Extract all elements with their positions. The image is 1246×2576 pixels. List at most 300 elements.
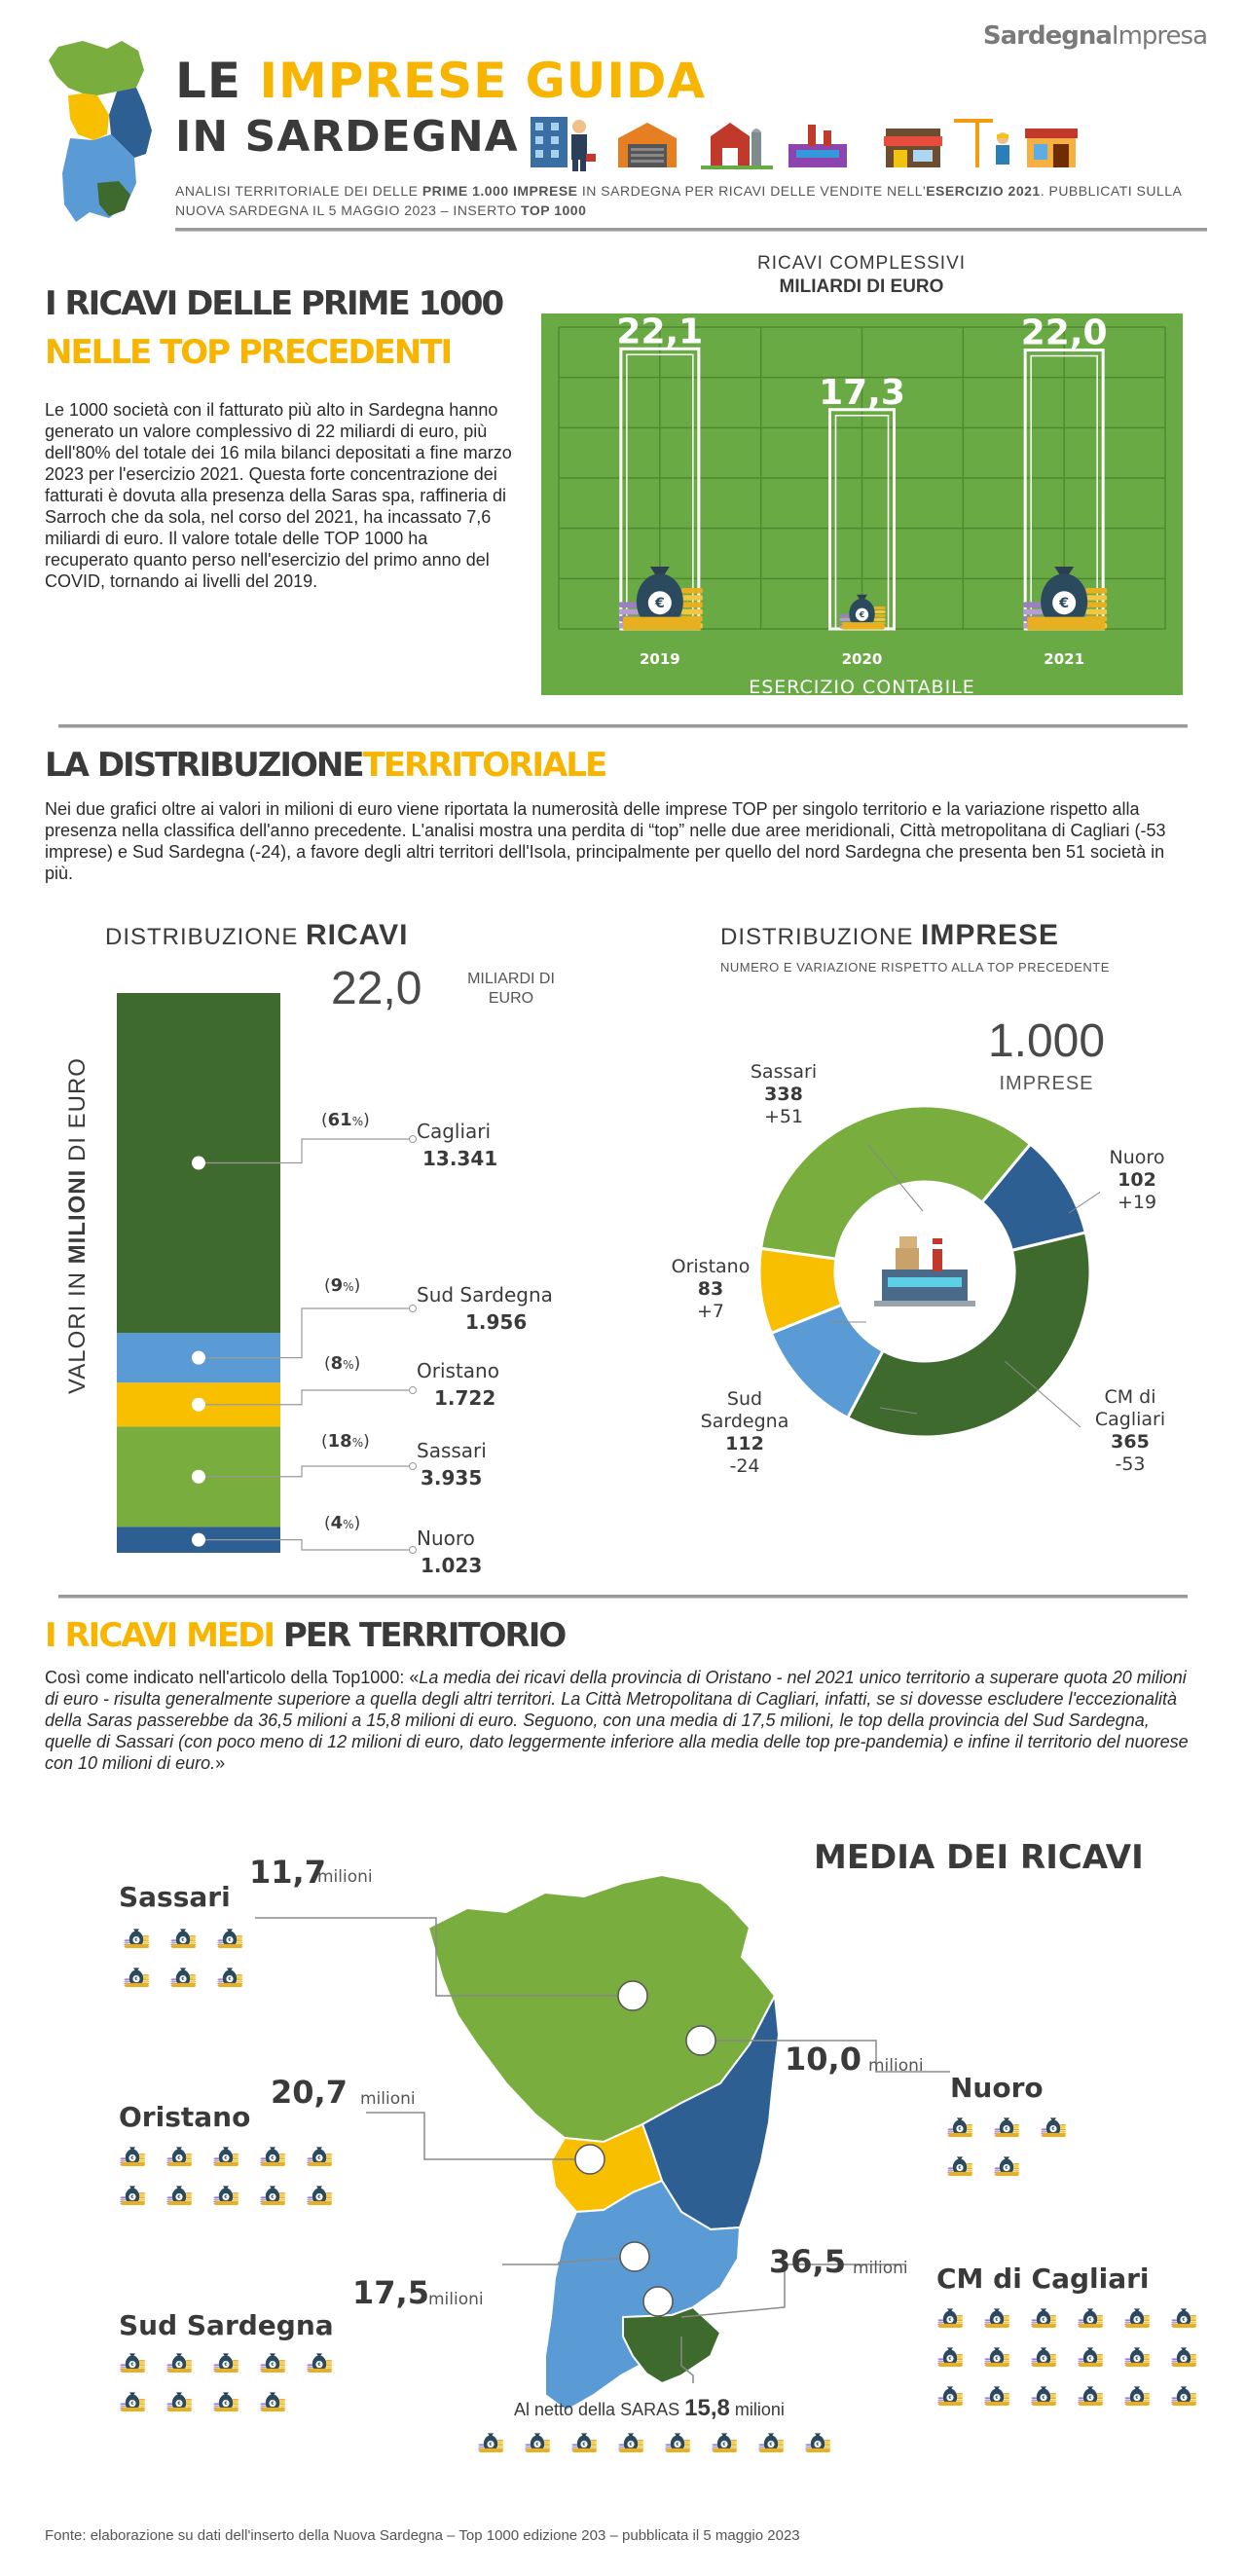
svg-text:€: € <box>676 2443 679 2447</box>
donut-label-oristano <box>662 1256 759 1323</box>
money-bag-icon <box>1118 2381 1156 2412</box>
svg-text:€: € <box>948 2357 952 2362</box>
dl-sassari-name: Sassari <box>750 1061 818 1083</box>
money-bag-icon <box>160 2348 199 2379</box>
dl-oristano-name: Oristano <box>671 1256 751 1277</box>
avg-cagliari-unit: milioni <box>853 2259 908 2278</box>
label-nuoro: Nuoro <box>417 1527 475 1550</box>
brand-part2: Impresa <box>1111 21 1207 51</box>
money-bag-icon <box>300 2181 339 2212</box>
money-bag-icon <box>665 2433 690 2452</box>
svg-text:€: € <box>1088 2396 1092 2401</box>
money-bag-icon <box>1171 2308 1196 2328</box>
saras-value: 15,8 <box>684 2395 730 2421</box>
avg-sassari-value: 11,7 <box>249 1854 326 1891</box>
money-bag-icon <box>525 2433 550 2452</box>
money-bag-icon <box>1031 2347 1056 2367</box>
money-bag-icon <box>260 2147 285 2166</box>
section3-title-a: I RICAVI MEDI <box>45 1616 275 1655</box>
svg-text:€: € <box>130 2156 134 2161</box>
distribuzione-imprese-title <box>720 919 1059 952</box>
stack-point <box>192 1351 205 1365</box>
money-bag-icon <box>984 2386 1009 2406</box>
di-total-unit: IMPRESE <box>999 1073 1094 1094</box>
money-bag-icon <box>987 2113 1026 2144</box>
svg-text:€: € <box>1051 2127 1055 2132</box>
money-bag-icon <box>217 1929 242 1948</box>
money-bag-icon <box>213 2147 238 2166</box>
money-bag-icon <box>1034 2113 1073 2144</box>
value-oristano: 1.722 <box>434 1386 496 1410</box>
money-bag-icon <box>1024 2381 1063 2412</box>
stack-point <box>192 1533 205 1547</box>
svg-text:€: € <box>177 2156 181 2161</box>
section1-title-line1: I RICAVI DELLE PRIME 1000 <box>45 284 503 323</box>
pct-nuoro-val: 4 <box>330 1513 344 1533</box>
money-bag-icon <box>217 1968 242 1987</box>
money-bag-icon <box>1041 2117 1066 2137</box>
svg-text:€: € <box>228 1938 232 1943</box>
di-title-b: IMPRESE <box>921 919 1060 951</box>
money-bag-icon <box>210 1963 249 1994</box>
svg-text:€: € <box>582 2443 586 2447</box>
money-bag-icon <box>940 2152 979 2183</box>
svg-text:€: € <box>1059 596 1070 611</box>
dl-oristano-change: +7 <box>696 1301 724 1322</box>
header-subtitle <box>175 181 1207 220</box>
money-bag-icon <box>1071 2381 1110 2412</box>
money-bag-icon <box>166 2392 192 2411</box>
svg-text:€: € <box>134 1938 138 1943</box>
svg-text:€: € <box>1005 2166 1008 2171</box>
money-bag-icon <box>164 1924 202 1955</box>
svg-text:€: € <box>1042 2396 1045 2401</box>
avg-oristano-value: 20,7 <box>271 2074 348 2111</box>
dr-ylabel-b: MILIONI <box>64 1168 91 1265</box>
money-bag-icon <box>712 2433 737 2452</box>
section1-text: Le 1000 società con il fatturato più alto in Sardegna hanno generato un valore complessivo di 22 miliardi di euro, più dell'80% del totale dei 16 mila bilanci depositati a fine marzo 2023 per l'esercizio 2021. Questa forte concentrazione dei fatturati è dovuta alla presenza della Saras spa, raffineria di Sarroch che da sola, nel corso del 2021, ha incassato 7,6 miliardi di euro. Il valore totale delle TOP 1000 ha recuperato quanto perso nell'esercizio del primo anno del COVID, tornando ai livelli del 2019. <box>45 400 512 591</box>
donut-slice-cm-di-cagliari <box>848 1233 1090 1437</box>
section3-divider-top <box>58 1595 1188 1599</box>
svg-text:€: € <box>1088 2357 1092 2362</box>
subtitle-a: ANALISI TERRITORIALE DEI DELLE <box>175 183 419 199</box>
svg-text:€: € <box>317 2195 321 2200</box>
money-bag-icon <box>931 2303 970 2335</box>
money-bag-icon <box>1164 2342 1203 2374</box>
avg-sassari-unit: milioni <box>317 1867 373 1887</box>
dr-total-unit: MILIARDI DI EURO <box>467 971 555 1007</box>
title-imprese-guida: IMPRESE GUIDA <box>259 53 707 109</box>
section3-text-intro: Così come indicato nell'articolo della Top1000: « <box>45 1668 420 1687</box>
money-bag-icon <box>751 2428 790 2459</box>
dl-cagliari-value: 365 <box>1111 1431 1150 1453</box>
label-oristano: Oristano <box>417 1359 499 1382</box>
saras-unit: milioni <box>734 2400 785 2419</box>
svg-text:€: € <box>177 2195 181 2200</box>
map-point-nuoro <box>686 2026 715 2055</box>
icons-sud <box>113 2348 366 2418</box>
stacked-ricavi-chart <box>117 993 438 1558</box>
donut-label-sud <box>691 1388 798 1478</box>
money-bag-icon <box>1124 2386 1150 2406</box>
money-bag-icon <box>113 2181 152 2212</box>
money-bag-icon <box>1031 2386 1056 2406</box>
money-bag-icon <box>113 2387 152 2418</box>
avg-nuoro-name: Nuoro <box>950 2072 1044 2104</box>
money-bag-icon <box>565 2428 604 2459</box>
money-bag-icon <box>798 2428 837 2459</box>
svg-text:€: € <box>181 1938 185 1943</box>
ricavi-value-label: 22,1 <box>616 313 704 352</box>
money-bag-icon <box>947 2156 972 2176</box>
svg-text:€: € <box>948 2318 952 2323</box>
svg-text:€: € <box>271 2402 275 2407</box>
money-bag-icon <box>160 2142 199 2173</box>
money-bag-icon <box>260 2392 285 2411</box>
value-nuoro: 1.023 <box>421 1554 483 1577</box>
money-bag-icon <box>117 1963 156 1994</box>
imprese-donut-chart <box>750 1096 1100 1447</box>
money-bag-icon <box>120 2392 145 2411</box>
map-point-oristano <box>575 2145 605 2174</box>
stack-connector-end <box>410 1463 417 1470</box>
di-title-a: DISTRIBUZIONE <box>720 924 914 950</box>
money-bag-icon <box>166 2147 192 2166</box>
donut-label-sassari <box>740 1061 827 1128</box>
money-bag-icon <box>937 2347 963 2367</box>
money-bag-icon <box>124 1929 149 1948</box>
svg-text:€: € <box>816 2443 820 2447</box>
svg-text:€: € <box>995 2396 999 2401</box>
money-bag-icon <box>120 2186 145 2205</box>
money-bag-icon <box>518 2428 557 2459</box>
label-cagliari: Cagliari <box>417 1120 492 1143</box>
svg-text:€: € <box>629 2443 633 2447</box>
money-bag-icon <box>571 2433 597 2452</box>
svg-text:€: € <box>130 2195 134 2200</box>
svg-text:€: € <box>654 596 665 611</box>
money-bag-icon <box>1124 2347 1150 2367</box>
money-bag-icon <box>300 2142 339 2173</box>
money-bag-icon <box>478 2433 503 2452</box>
ricavi-year-label: 2020 <box>841 650 883 668</box>
header-divider <box>175 228 1207 232</box>
distribuzione-ricavi-title <box>105 919 408 952</box>
dl-sud-change: -24 <box>729 1455 760 1477</box>
section3-text-end: » <box>215 1753 226 1773</box>
money-bag-icon <box>253 2181 292 2212</box>
pct-cagliari: (61%) <box>321 1110 370 1130</box>
avg-sud-name: Sud Sardegna <box>119 2309 334 2341</box>
money-bag-icon <box>210 1924 249 1955</box>
icons-cagliari <box>931 2303 1203 2412</box>
money-bag-icon <box>307 2147 332 2166</box>
dr-total: 22,0 <box>331 963 422 1014</box>
money-bag-icon <box>977 2342 1016 2374</box>
stack-connector-end <box>410 1136 417 1143</box>
ricavi-chart-subtitle: MILIARDI DI EURO <box>779 276 944 297</box>
map-point-sassari <box>618 1981 647 2010</box>
money-bag-icon <box>253 2142 292 2173</box>
saras-label <box>514 2395 785 2422</box>
dl-cagliari-name1: CM di <box>1104 1386 1156 1408</box>
avg-oristano-unit: milioni <box>360 2089 416 2109</box>
svg-text:€: € <box>1042 2357 1045 2362</box>
svg-text:€: € <box>1088 2318 1092 2323</box>
svg-text:€: € <box>317 2363 321 2368</box>
svg-text:€: € <box>177 2363 181 2368</box>
avg-nuoro-value: 10,0 <box>785 2041 861 2078</box>
donut-slice-sassari <box>761 1106 1031 1259</box>
stack-point <box>192 1157 205 1170</box>
money-bag-icon <box>166 2353 192 2373</box>
ricavi-year-label: 2021 <box>1044 650 1085 668</box>
money-bag-icon <box>1071 2342 1110 2374</box>
label-sassari: Sassari <box>417 1439 487 1462</box>
subtitle-c: IN SARDEGNA PER RICAVI DELLE VENDITE NELL' <box>581 183 927 199</box>
money-bag-icon <box>618 2433 643 2452</box>
map-point-cagliari <box>643 2287 673 2316</box>
money-bag-icon <box>758 2433 784 2452</box>
money-bag-icon <box>994 2117 1019 2137</box>
pct-sassari: (18%) <box>321 1431 370 1452</box>
icons-nuoro <box>940 2113 1096 2183</box>
pct-sud: (9%) <box>324 1275 361 1296</box>
svg-text:€: € <box>535 2443 539 2447</box>
money-bag-icon <box>124 1968 149 1987</box>
money-bag-icon <box>931 2381 970 2412</box>
money-bag-icon <box>471 2428 510 2459</box>
section1-title-line2: NELLE TOP PRECEDENTI <box>45 333 452 372</box>
svg-text:€: € <box>1182 2318 1186 2323</box>
svg-text:€: € <box>489 2443 493 2447</box>
subtitle-d: ESERCIZIO 2021 <box>926 183 1041 199</box>
money-bag-icon <box>206 2181 245 2212</box>
money-bag-icon <box>170 1929 196 1948</box>
subtitle-b: PRIME 1.000 IMPRESE <box>421 183 578 199</box>
brand-logo <box>983 21 1207 51</box>
svg-text:€: € <box>224 2195 228 2200</box>
avg-nuoro-unit: milioni <box>868 2056 924 2076</box>
dl-sud-name1: Sud <box>726 1388 763 1410</box>
svg-text:€: € <box>1182 2396 1186 2401</box>
dl-nuoro-value: 102 <box>1118 1169 1156 1191</box>
ricavi-xlabel: ESERCIZIO CONTABILE <box>749 677 975 695</box>
section2-divider-top <box>58 724 1188 728</box>
donut-label-cagliari <box>1077 1386 1184 1476</box>
map-cagliari <box>623 2307 720 2383</box>
svg-text:€: € <box>995 2357 999 2362</box>
svg-text:€: € <box>224 2363 228 2368</box>
money-bag-icon <box>1078 2347 1103 2367</box>
svg-text:€: € <box>317 2156 321 2161</box>
svg-text:€: € <box>1135 2318 1139 2323</box>
ricavi-value-label: 22,0 <box>1020 313 1108 353</box>
money-bag-icon <box>120 2147 145 2166</box>
section3-title <box>45 1616 565 1655</box>
donut-label-nuoro <box>1088 1147 1186 1214</box>
svg-text:€: € <box>948 2396 952 2401</box>
svg-text:€: € <box>224 2156 228 2161</box>
money-bag-icon <box>805 2433 830 2452</box>
svg-text:€: € <box>271 2195 275 2200</box>
svg-text:€: € <box>224 2402 228 2407</box>
money-bag-icon <box>1171 2347 1196 2367</box>
money-bag-icon <box>1024 2303 1063 2335</box>
svg-text:€: € <box>271 2156 275 2161</box>
money-bag-icon <box>113 2142 152 2173</box>
subtitle-e: . PUBBLICATI SULLA NUOVA SARDEGNA IL 5 MAGGIO 2023 – INSERTO <box>175 183 1182 218</box>
dr-ylabel-c: DI EURO <box>64 1057 91 1162</box>
avg-sud-unit: milioni <box>428 2290 484 2309</box>
avg-cagliari-value: 36,5 <box>769 2243 846 2280</box>
media-title: MEDIA DEI RICAVI <box>814 1838 1144 1877</box>
section3-title-b: PER TERRITORIO <box>282 1616 566 1655</box>
svg-text:€: € <box>1135 2396 1139 2401</box>
avg-sassari-name: Sassari <box>119 1881 231 1913</box>
money-bag-icon <box>994 2156 1019 2176</box>
section2-title-b: TERRITORIALE <box>362 746 606 785</box>
money-bag-icon <box>984 2308 1009 2328</box>
money-bag-icon <box>300 2348 339 2379</box>
money-bag-icon <box>1164 2303 1203 2335</box>
svg-text:€: € <box>181 1977 185 1982</box>
money-bag-icon <box>1071 2303 1110 2335</box>
dl-nuoro-name: Nuoro <box>1109 1147 1165 1168</box>
avg-sud-value: 17,5 <box>352 2274 429 2311</box>
stack-connector-end <box>410 1547 417 1554</box>
money-bag-icon <box>611 2428 650 2459</box>
money-bag-icon <box>1118 2342 1156 2374</box>
pct-oristano-val: 8 <box>330 1353 344 1374</box>
ricavi-chart-title: RICAVI COMPLESSIVI <box>756 253 967 274</box>
value-sassari: 3.935 <box>421 1466 483 1490</box>
brand-part1: Sardegna <box>982 21 1112 51</box>
dl-cagliari-change: -53 <box>1115 1454 1146 1475</box>
svg-text:€: € <box>958 2127 962 2132</box>
dl-sassari-value: 338 <box>764 1084 803 1105</box>
money-bag-icon <box>977 2303 1016 2335</box>
money-bag-icon <box>1024 2342 1063 2374</box>
money-bag-icon <box>170 1968 196 1987</box>
money-bag-icon <box>253 2348 292 2379</box>
section2-title <box>45 746 605 785</box>
money-bag-icon <box>160 2181 199 2212</box>
money-bag-icon <box>705 2428 744 2459</box>
icons-sassari <box>117 1924 263 1994</box>
stack-connector-end <box>410 1387 417 1394</box>
money-bag-icon <box>1078 2386 1103 2406</box>
svg-text:€: € <box>958 2166 962 2171</box>
dl-nuoro-change: +19 <box>1117 1192 1157 1213</box>
dl-cagliari-name2: Cagliari <box>1094 1409 1166 1430</box>
money-bag-icon <box>947 2117 972 2137</box>
ricavi-value-label: 17,3 <box>819 372 905 413</box>
main-title-line2: IN SARDEGNA <box>175 112 519 162</box>
money-bag-icon <box>931 2342 970 2374</box>
money-bag-icon <box>206 2387 245 2418</box>
dl-sud-value: 112 <box>725 1433 764 1454</box>
money-bag-icon <box>307 2353 332 2373</box>
svg-text:€: € <box>228 1977 232 1982</box>
money-bag-icon <box>987 2152 1026 2183</box>
svg-text:€: € <box>130 2402 134 2407</box>
money-bag-icon <box>117 1924 156 1955</box>
stack-point <box>192 1398 205 1412</box>
money-bag-icon <box>1124 2308 1150 2328</box>
dr-title-b: RICAVI <box>306 919 409 951</box>
svg-text:€: € <box>769 2443 773 2447</box>
value-cagliari: 13.341 <box>422 1147 498 1170</box>
stack-point <box>192 1470 205 1484</box>
label-sud: Sud Sardegna <box>417 1283 553 1306</box>
money-bag-icon <box>1164 2381 1203 2412</box>
section2-title-a: LA DISTRIBUZIONE <box>45 746 363 785</box>
svg-text:€: € <box>995 2318 999 2323</box>
money-bag-icon <box>160 2387 199 2418</box>
money-bag-icon <box>658 2428 697 2459</box>
money-bag-icon <box>984 2347 1009 2367</box>
avg-oristano-name: Oristano <box>119 2101 251 2133</box>
dl-oristano-value: 83 <box>697 1278 724 1300</box>
dr-ylabel-a: VALORI IN <box>64 1271 91 1394</box>
saras-label-text: Al netto della SARAS <box>514 2400 680 2419</box>
money-bag-icon <box>1078 2308 1103 2328</box>
subtitle-f: TOP 1000 <box>521 202 587 218</box>
section3-text <box>45 1667 1193 1774</box>
money-bag-icon <box>937 2386 963 2406</box>
pct-nuoro: (4%) <box>324 1513 361 1533</box>
money-bag-icon <box>166 2186 192 2205</box>
dr-ylabel <box>64 1050 92 1401</box>
svg-text:€: € <box>859 609 865 619</box>
dl-sud-name2: Sardegna <box>700 1411 789 1432</box>
money-bag-icon <box>937 2308 963 2328</box>
svg-text:€: € <box>1005 2127 1008 2132</box>
svg-text:€: € <box>134 1977 138 1982</box>
pct-sassari-val: 18 <box>327 1431 352 1452</box>
svg-text:€: € <box>1135 2357 1139 2362</box>
money-bag-icon <box>307 2186 332 2205</box>
avg-cagliari-name: CM di Cagliari <box>936 2263 1150 2295</box>
dl-sassari-change: +51 <box>763 1106 804 1127</box>
money-bag-icon <box>1118 2303 1156 2335</box>
value-sud: 1.956 <box>465 1310 528 1334</box>
svg-text:€: € <box>1182 2357 1186 2362</box>
svg-text:€: € <box>1042 2318 1045 2323</box>
money-bag-icon <box>113 2348 152 2379</box>
money-bag-icon <box>253 2387 292 2418</box>
dr-title-a: DISTRIBUZIONE <box>105 924 299 950</box>
section2-text: Nei due grafici oltre ai valori in milioni di euro viene riportata la numerosità delle imprese TOP per singolo territorio e la variazione rispetto alla presenza nella classifica dell'anno precedente. L'analisi mostra una perdita di “top” nelle due aree meridionali, Città metropolitana di Cagliari (-53 imprese) e Sud Sardegna (-24), a favore degli altri territori dell'Isola, principalmente per quello del nord Sardegna che presenta ben 51 società in più. <box>45 799 1166 883</box>
money-bag-icon <box>213 2353 238 2373</box>
factory-icon <box>874 1236 975 1306</box>
map-point-sud <box>620 2242 649 2271</box>
svg-text:€: € <box>271 2363 275 2368</box>
money-bag-icon <box>260 2186 285 2205</box>
sardinia-map-small <box>29 37 170 230</box>
di-subtitle: NUMERO E VARIAZIONE RISPETTO ALLA TOP PRECEDENTE <box>720 960 1110 975</box>
icons-saras <box>471 2428 880 2459</box>
money-bag-icon <box>1171 2386 1196 2406</box>
title-le: LE <box>175 53 242 109</box>
icons-oristano <box>113 2142 366 2212</box>
pct-sud-val: 9 <box>330 1275 344 1296</box>
pct-oristano: (8%) <box>324 1353 361 1374</box>
footer-source: Fonte: elaborazione su dati dell'inserto della Nuova Sardegna – Top 1000 edizione 203 – pubblicata il 5 maggio 2023 <box>45 2527 800 2544</box>
money-bag-icon <box>120 2353 145 2373</box>
money-bag-icon <box>164 1963 202 1994</box>
